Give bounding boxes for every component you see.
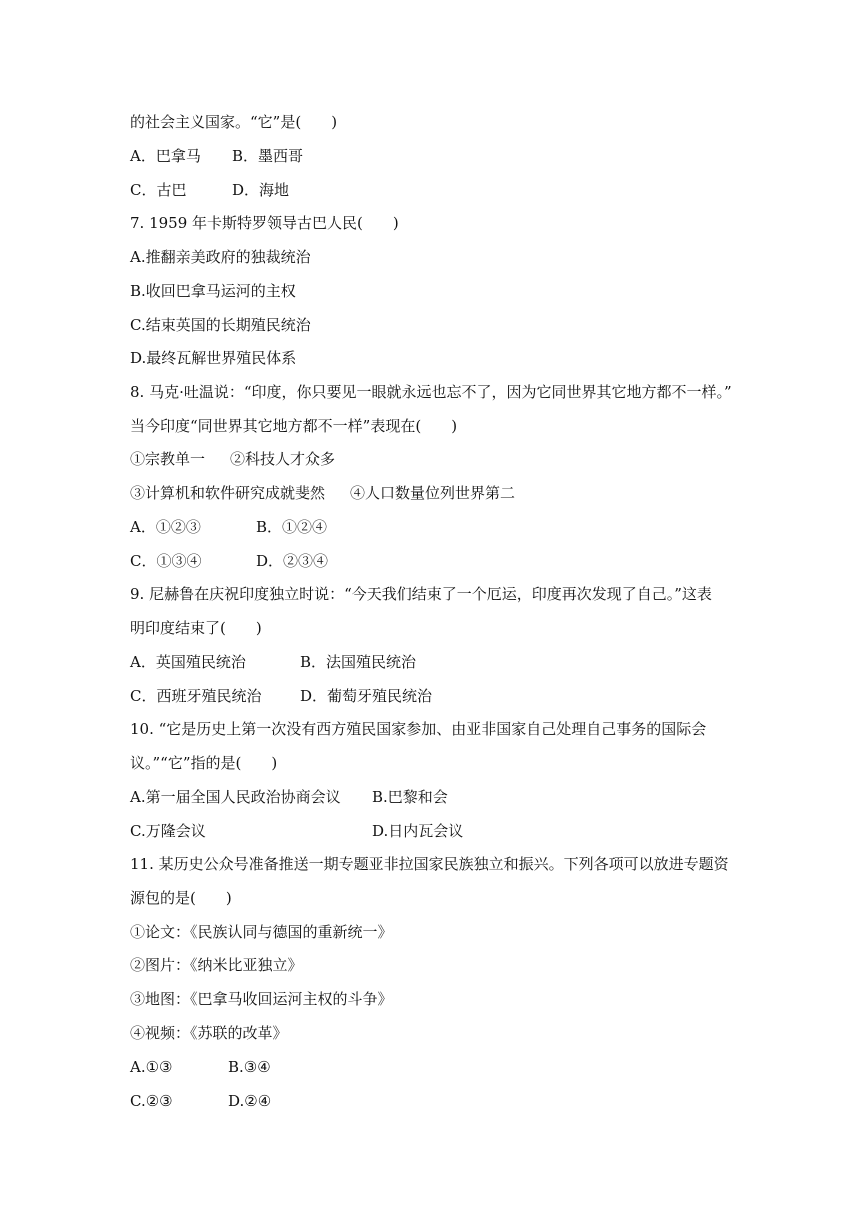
q7-option-c: C.结束英国的长期殖民统治: [130, 316, 311, 334]
q11-item-1: ①论文：《民族认同与德国的重新统一》: [130, 923, 393, 941]
q8-option-a: A．①②③: [130, 518, 201, 536]
q11-item-2: ②图片：《纳米比亚独立》: [130, 956, 303, 974]
q9-option-a: A．英国殖民统治: [130, 653, 246, 671]
q10-option-c: C.万隆会议: [130, 822, 206, 840]
q8-stem-line2: 当今印度“同世界其它地方都不一样”表现在( ): [130, 417, 458, 435]
q8-option-d: D．②③④: [256, 552, 329, 570]
q8-item-3: ③计算机和软件研究成就斐然: [130, 484, 326, 502]
q10-stem-line1: 10. “它是历史上第一次没有西方殖民国家参加、由亚非国家自己处理自己事务的国际会: [130, 720, 707, 738]
q6-option-b: B．墨西哥: [232, 147, 304, 165]
q7-stem: 7. 1959 年卡斯特罗领导古巴人民( ): [130, 214, 399, 232]
q7-option-d: D.最终瓦解世界殖民体系: [130, 349, 297, 367]
q8-item-1: ①宗教单一: [130, 450, 206, 468]
q8-stem-line1: 8. 马克·吐温说：“印度，你只要见一眼就永远也忘不了，因为它同世界其它地方都不一样。”: [130, 383, 732, 401]
q10-option-d: D.日内瓦会议: [372, 822, 464, 840]
q10-stem-line2: 议。”“它”指的是( ): [130, 754, 278, 772]
q11-option-a: A.①③: [130, 1058, 173, 1076]
q11-item-4: ④视频：《苏联的改革》: [130, 1024, 288, 1042]
q8-item-4: ④人口数量位列世界第二: [350, 484, 516, 502]
q10-option-a: A.第一届全国人民政治协商会议: [130, 788, 341, 806]
q7-option-a: A.推翻亲美政府的独裁统治: [130, 248, 311, 266]
q6-option-a: A．巴拿马: [130, 147, 201, 165]
q9-option-c: C．西班牙殖民统治: [130, 687, 262, 705]
q8-option-c: C．①③④: [130, 552, 202, 570]
q11-stem-line2: 源包的是( ): [130, 889, 232, 907]
q11-option-b: B.③④: [228, 1058, 271, 1076]
q11-option-c: C.②③: [130, 1092, 173, 1110]
q6-option-c: C．古巴: [130, 181, 187, 199]
q8-item-2: ②科技人才众多: [230, 450, 336, 468]
q11-stem-line1: 11. 某历史公众号准备推送一期专题亚非拉国家民族独立和振兴。下列各项可以放进专题资: [130, 855, 729, 873]
q7-option-b: B.收回巴拿马运河的主权: [130, 282, 296, 300]
q8-option-b: B．①②④: [256, 518, 328, 536]
q9-option-b: B．法国殖民统治: [300, 653, 417, 671]
q10-option-b: B.巴黎和会: [372, 788, 448, 806]
q9-stem-line1: 9. 尼赫鲁在庆祝印度独立时说：“今天我们结束了一个厄运，印度再次发现了自己。”这表: [130, 585, 712, 603]
q11-option-d: D.②④: [228, 1092, 272, 1110]
q9-option-d: D．葡萄牙殖民统治: [300, 687, 433, 705]
q11-item-3: ③地图：《巴拿马收回运河主权的斗争》: [130, 990, 393, 1008]
q6-stem-continued: 的社会主义国家。“它”是( ): [130, 113, 338, 131]
q6-option-d: D．海地: [232, 181, 290, 199]
q9-stem-line2: 明印度结束了( ): [130, 619, 262, 637]
